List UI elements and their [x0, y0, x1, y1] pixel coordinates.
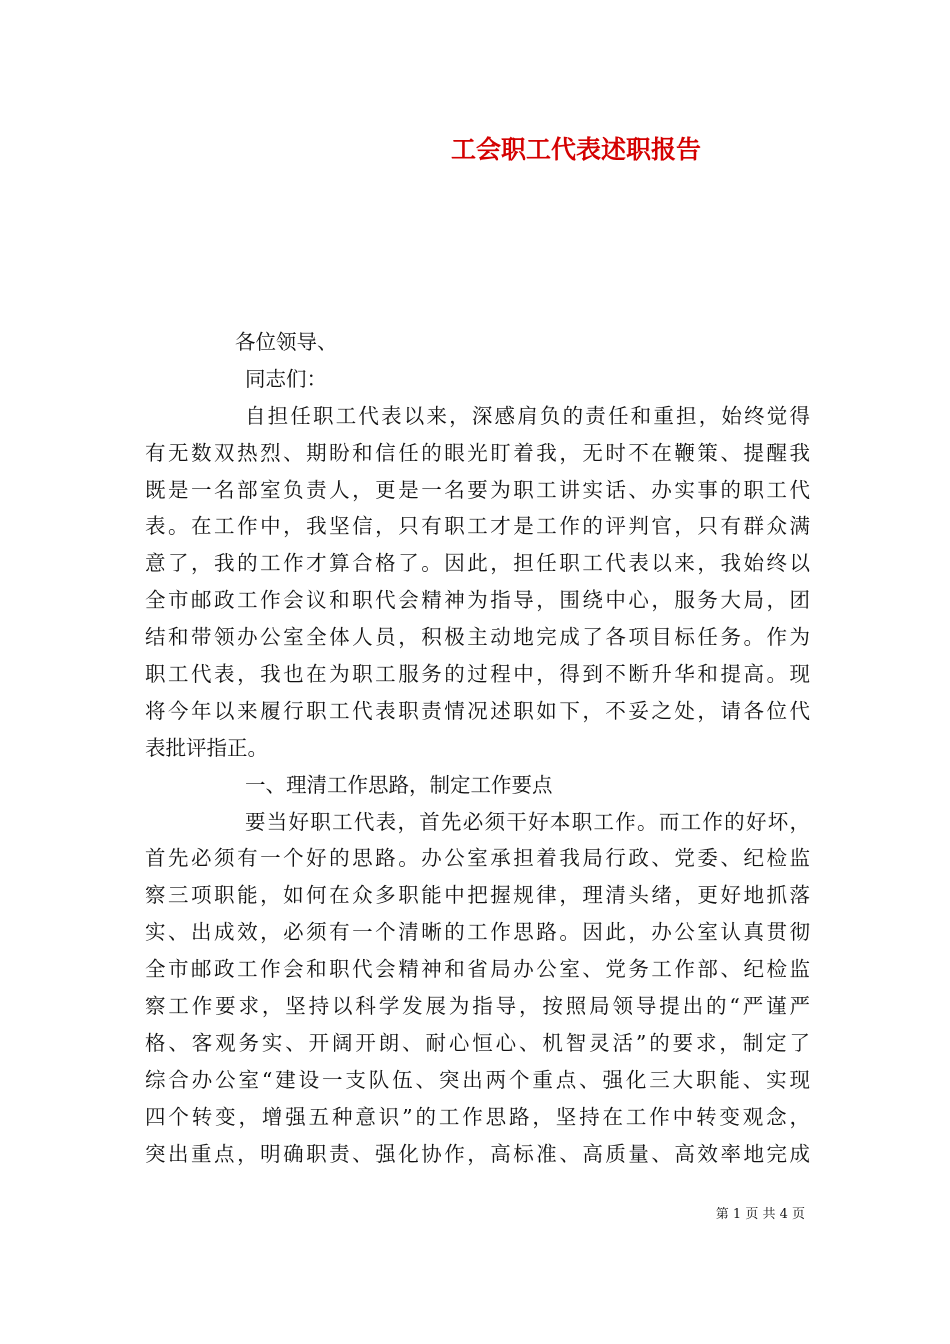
- paragraph-line: 察三项职能，如何在众多职能中把握规律，理清头绪，更好地抓落: [145, 883, 810, 908]
- paragraph-line: 职工代表，我也在为职工服务的过程中，得到不断升华和提高。现: [145, 662, 810, 687]
- document-title: 工会职工代表述职报告: [450, 135, 701, 164]
- paragraph-line: 突出重点，明确职责、强化协作，高标准、高质量、高效率地完成: [145, 1141, 810, 1166]
- paragraph-line: 全市邮政工作会议和职代会精神为指导，围绕中心，服务大局，团: [145, 588, 810, 613]
- paragraph-line: 全市邮政工作会和职代会精神和省局办公室、党务工作部、纪检监: [145, 957, 810, 982]
- paragraph-line: 将今年以来履行职工代表职责情况述职如下，不妥之处，请各位代: [145, 698, 810, 723]
- paragraph-line: 有无数双热烈、期盼和信任的眼光盯着我，无时不在鞭策、提醒我: [145, 440, 810, 465]
- paragraph-work-plan: [145, 804, 810, 1173]
- paragraph-line: 自担任职工代表以来，深感肩负的责任和重担，始终觉得: [245, 403, 810, 428]
- paragraph-line: 结和带领办公室全体人员，积极主动地完成了各项目标任务。作为: [145, 625, 810, 650]
- paragraph-line: 实、出成效，必须有一个清晰的工作思路。因此，办公室认真贯彻: [145, 920, 810, 945]
- paragraph-line: 既是一名部室负责人，更是一名要为职工讲实话、办实事的职工代: [145, 477, 810, 502]
- page-number: 第 1 页 共 4 页: [715, 1207, 805, 1222]
- paragraph-line: 首先必须有一个好的思路。办公室承担着我局行政、党委、纪检监: [145, 846, 810, 871]
- paragraph-line: 要当好职工代表，首先必须干好本职工作。而工作的好坏，: [245, 809, 810, 834]
- paragraph-line: 综合办公室“建设一支队伍、突出两个重点、强化三大职能、实现: [145, 1067, 810, 1092]
- salutation-comrades: 同志们：: [245, 366, 327, 391]
- document-body: [145, 324, 810, 1172]
- paragraph-line: 意了，我的工作才算合格了。因此，担任职工代表以来，我始终以: [145, 551, 810, 576]
- paragraph-line: 格、客观务实、开阔开朗、耐心恒心、机智灵活”的要求，制定了: [145, 1030, 810, 1055]
- paragraph-line: 察工作要求，坚持以科学发展为指导，按照局领导提出的“严谨严: [145, 994, 810, 1019]
- paragraph-line: 表批评指正。: [145, 735, 268, 760]
- section-heading: 一、理清工作思路，制定工作要点: [245, 772, 553, 797]
- salutation-leaders: 各位领导、: [235, 330, 338, 354]
- paragraph-line: 表。在工作中，我坚信，只有职工才是工作的评判官，只有群众满: [145, 514, 810, 539]
- paragraph-intro: [145, 398, 810, 767]
- paragraph-line: 四个转变，增强五种意识”的工作思路，坚持在工作中转变观念，: [145, 1104, 810, 1129]
